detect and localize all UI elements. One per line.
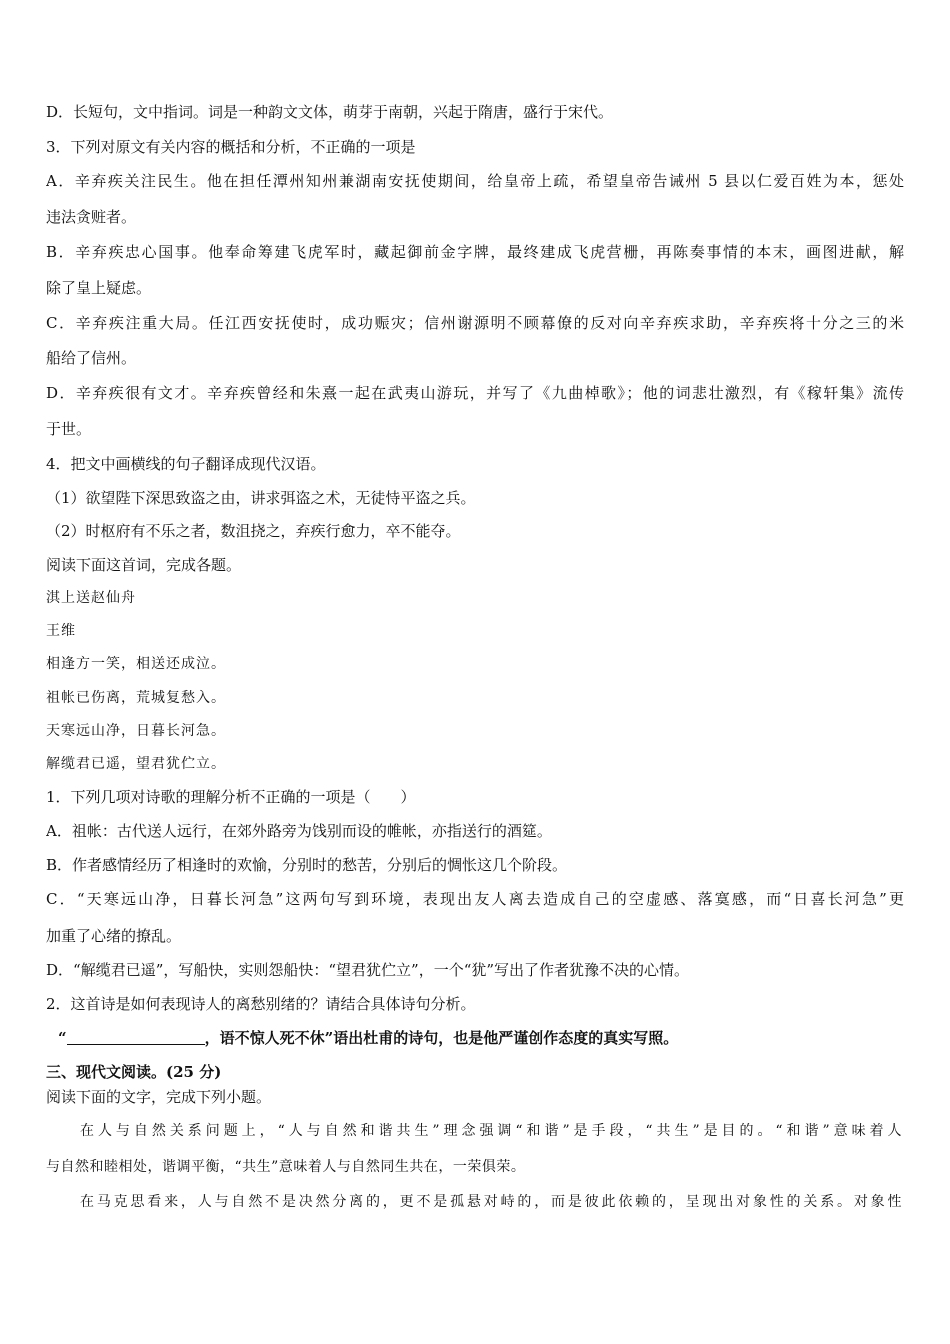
poem-author: 王维 [46,623,76,639]
q3-option-d-line1: D．辛弃疾很有文才。辛弃疾曾经和朱熹一起在武夷山游玩，并写了《九曲棹歌》；他的词悲壮激烈，有《稼轩集》流传 [46,384,904,402]
section3-heading: 三、现代文阅读。(25 分) [46,1063,222,1081]
fill-blank-rest: ，语不惊人死不休”语出杜甫的诗句，也是他严谨创作态度的真实写照。 [204,1029,679,1047]
fill-blank-question [58,1028,904,1048]
poem-line-4: 解缆君已遥，望君犹伫立。 [46,756,226,772]
poem-intro: 阅读下面这首词，完成各题。 [46,556,242,574]
section3-para1-line2: 与自然和睦相处，谐调平衡，“共生”意味着人与自然同生共在，一荣俱荣。 [46,1159,526,1175]
q3-option-d-line2: 于世。 [46,420,92,438]
poem-q2-stem: 2．这首诗是如何表现诗人的离愁别绪的？请结合具体诗句分析。 [46,995,476,1013]
section3-intro: 阅读下面的文字，完成下列小题。 [46,1088,272,1106]
answer-blank[interactable] [67,1028,205,1045]
section3-para1-line1: 在人与自然关系问题上，“人与自然和谐共生”理念强调“和谐”是手段，“共生”是目的。“和谐”意味着人 [80,1123,902,1139]
q3-option-b-line1: B．辛弃疾忠心国事。他奉命筹建飞虎军时，藏起御前金字牌，最终建成飞虎营栅，再陈奏事情的本末，画图进献，解 [46,243,904,261]
q3-option-b-line2: 除了皇上疑虑。 [46,279,152,297]
q4-item-1: （1）欲望陛下深思致盗之由，讲求弭盗之术，无徒恃平盗之兵。 [46,489,476,507]
section3-para2-line1: 在马克思看来，人与自然不是决然分离的，更不是孤悬对峙的，而是彼此依赖的，呈现出对象性的关系。对象性 [80,1194,902,1210]
poem-q1-option-c-line2: 加重了心绪的撩乱。 [46,927,182,945]
q3-option-a-line2: 违法贪赃者。 [46,208,137,226]
poem-q1-option-d: D．“解缆君已遥”，写船快，实则怨船快：“望君犹伫立”，一个“犹”写出了作者犹豫不决的心情。 [46,961,690,979]
poem-q1-stem: 1．下列几项对诗歌的理解分析不正确的一项是（ ） [46,788,416,806]
q2-option-d: D．长短句，文中指词。词是一种韵文文体，萌芽于南朝，兴起于隋唐，盛行于宋代。 [46,103,614,121]
poem-q1-option-b: B．作者感情经历了相逢时的欢愉，分别时的愁苦，分别后的惆怅这几个阶段。 [46,856,568,874]
poem-q1-option-c-line1: C．“天寒远山净，日暮长河急”这两句写到环境，表现出友人离去造成自己的空虚感、落寞感，而“日喜长河急”更 [46,890,904,908]
poem-q1-option-a: A．祖帐：古代送人远行，在郊外路旁为饯别而设的帷帐，亦指送行的酒筵。 [46,822,552,840]
poem-line-1: 相逢方一笑，相送还成泣。 [46,656,226,672]
q4-stem: 4．把文中画横线的句子翻译成现代汉语。 [46,455,326,473]
poem-title: 淇上送赵仙舟 [46,590,136,606]
q4-item-2: （2）时枢府有不乐之者，数沮挠之，弃疾行愈力，卒不能夺。 [46,522,461,540]
poem-line-3: 天寒远山净，日暮长河急。 [46,723,226,739]
q3-option-c-line1: C．辛弃疾注重大局。任江西安抚使时，成功赈灾；信州谢源明不顾幕僚的反对向辛弃疾求助，辛弃疾将十分之三的米 [46,314,904,332]
poem-line-2: 祖帐已伤离，荒城复愁入。 [46,690,226,706]
q3-option-a-line1: A．辛弃疾关注民生。他在担任潭州知州兼湖南安抚使期间，给皇帝上疏，希望皇帝告诫州 5 县以仁爱百姓为本，惩处 [46,172,904,190]
q3-stem: 3．下列对原文有关内容的概括和分析，不正确的一项是 [46,138,416,156]
open-quote: “ [58,1029,67,1047]
q3-option-c-line2: 船给了信州。 [46,349,137,367]
